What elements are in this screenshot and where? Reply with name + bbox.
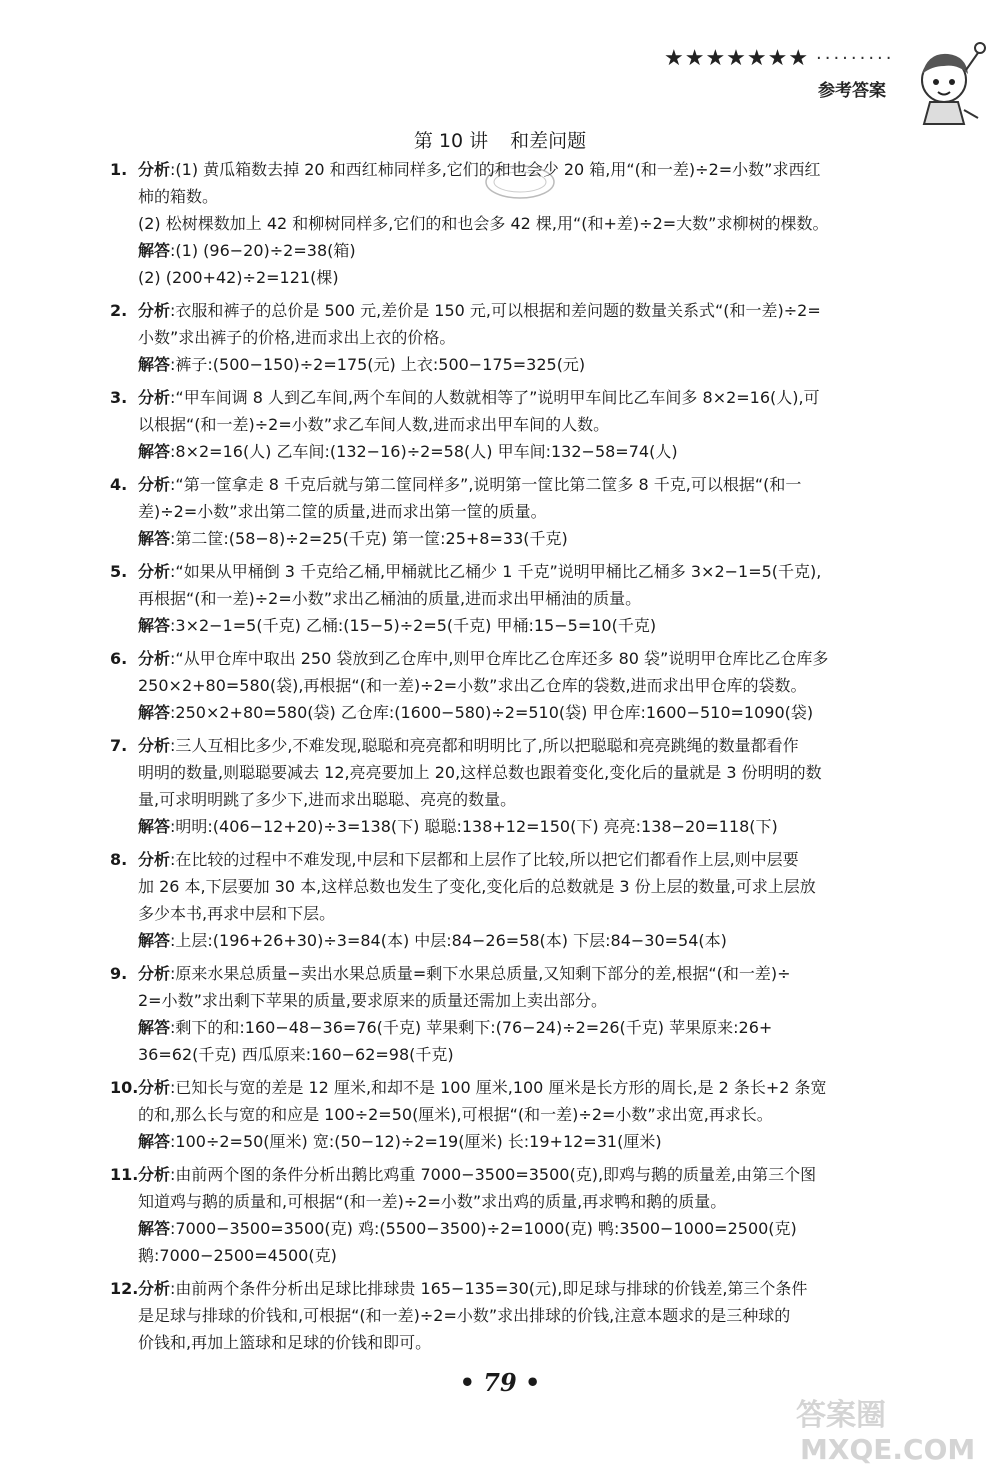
answer-line — [138, 438, 900, 465]
page-number: • 79 • — [459, 1368, 541, 1397]
answer-line — [138, 411, 900, 438]
answer-text: 加 26 本,下层要加 30 本,这样总数也发生了变化,变化后的总数就是 3 份上层的数量,可求上层放 — [138, 877, 816, 896]
answer-label: 分析 — [138, 649, 171, 668]
answer-line — [138, 900, 900, 927]
page-title — [0, 126, 1000, 153]
answer-label: 分析 — [138, 964, 171, 983]
question-number: 10. — [110, 1078, 139, 1097]
answer-text: :由前两个条件分析出足球比排球贵 165−135=30(元),即足球与排球的价钱差,第三个条件 — [170, 1279, 808, 1298]
answer-text: :“如果从甲桶倒 3 千克给乙桶,甲桶就比乙桶少 1 千克”说明甲桶比乙桶多 3×2−1=5(千克), — [170, 562, 822, 581]
question-number: 11. — [110, 1165, 139, 1184]
answer-text: :衣服和裤子的总价是 500 元,差价是 150 元,可以根据和差问题的数量关系式“(和一差)÷2= — [170, 301, 821, 320]
dotted-line-decoration: ········· — [816, 48, 895, 69]
answer-line — [138, 786, 900, 813]
question-number: 5. — [110, 562, 128, 581]
answer-line — [138, 732, 900, 759]
answer-line — [138, 699, 900, 726]
answer-text: :250×2+80=580(袋) 乙仓库:(1600−580)÷2=510(袋) 甲仓库:1600−510=1090(袋) — [170, 703, 814, 722]
answer-line — [138, 1074, 900, 1101]
answer-line — [138, 237, 900, 264]
answer-line — [138, 1329, 900, 1356]
question-number: 12. — [110, 1279, 139, 1298]
answer-label: 分析 — [138, 850, 171, 869]
answer-label: 解答 — [138, 931, 171, 950]
answer-text: 以根据“(和一差)÷2=小数”求乙车间人数,进而求出甲车间的人数。 — [138, 415, 610, 434]
answer-item — [110, 156, 900, 291]
answer-label: 分析 — [138, 301, 171, 320]
answer-text: 价钱和,再加上篮球和足球的价钱和即可。 — [138, 1333, 432, 1352]
answer-text: 明明的数量,则聪聪要减去 12,亮亮要加上 20,这样总数也跟着变化,变化后的量就是 3 份明明的数 — [138, 763, 822, 782]
answer-text: 是足球与排球的价钱和,可根据“(和一差)÷2=小数”求出排球的价钱,注意本题求的是三种球的 — [138, 1306, 791, 1325]
answer-label: 分析 — [138, 1078, 171, 1097]
answer-line — [138, 1101, 900, 1128]
answer-text: :“从甲仓库中取出 250 袋放到乙仓库中,则甲仓库比乙仓库还多 80 袋”说明甲仓库比乙仓库多 — [170, 649, 829, 668]
answer-line — [138, 156, 900, 183]
answer-text: 再根据“(和一差)÷2=小数”求出乙桶油的质量,进而求出甲桶油的质量。 — [138, 589, 642, 608]
answer-text: 鹅:7000−2500=4500(克) — [138, 1246, 337, 1265]
answer-text: :100÷2=50(厘米) 宽:(50−12)÷2=19(厘米) 长:19+12=31(厘米) — [170, 1132, 662, 1151]
lecture-topic: 和差问题 — [510, 130, 587, 152]
answer-line — [138, 384, 900, 411]
answer-label: 分析 — [138, 1279, 171, 1298]
answer-item — [110, 846, 900, 954]
answer-text: :7000−3500=3500(克) 鸡:(5500−3500)÷2=1000(克) 鸭:3500−1000=2500(克) — [170, 1219, 797, 1238]
answer-label: 分析 — [138, 475, 171, 494]
answer-text: :在比较的过程中不难发现,中层和下层都和上层作了比较,所以把它们都看作上层,则中层要 — [170, 850, 799, 869]
answer-line — [138, 846, 900, 873]
answer-line — [138, 645, 900, 672]
answer-label: 解答 — [138, 817, 171, 836]
answer-label: 解答 — [138, 442, 171, 461]
answer-text: 多少本书,再求中层和下层。 — [138, 904, 336, 923]
answer-line — [138, 351, 900, 378]
answer-item — [110, 732, 900, 840]
question-number: 1. — [110, 160, 128, 179]
answer-text: :8×2=16(人) 乙车间:(132−16)÷2=58(人) 甲车间:132−58=74(人) — [170, 442, 678, 461]
answer-line — [138, 1242, 900, 1269]
answer-line — [138, 927, 900, 954]
answer-text: :由前两个图的条件分析出鹅比鸡重 7000−3500=3500(克),即鸡与鹅的质量差,由第三个图 — [170, 1165, 817, 1184]
answer-line — [138, 759, 900, 786]
answer-text: 知道鸡与鹅的质量和,可根据“(和一差)÷2=小数”求出鸡的质量,再求鸭和鹅的质量。 — [138, 1192, 727, 1211]
answer-item — [110, 645, 900, 726]
question-number: 7. — [110, 736, 128, 755]
answer-line — [138, 1275, 900, 1302]
answer-text: :三人互相比多少,不难发现,聪聪和亮亮都和明明比了,所以把聪聪和亮亮跳绳的数量都看作 — [170, 736, 799, 755]
question-number: 4. — [110, 475, 128, 494]
answer-text: :3×2−1=5(千克) 乙桶:(15−5)÷2=5(千克) 甲桶:15−5=10(千克) — [170, 616, 657, 635]
answer-text: :明明:(406−12+20)÷3=138(下) 聪聪:138+12=150(下) 亮亮:138−20=118(下) — [170, 817, 778, 836]
answer-line — [138, 1188, 900, 1215]
answer-line — [138, 471, 900, 498]
answer-label: 解答 — [138, 616, 171, 635]
answer-line — [138, 672, 900, 699]
mascot-icon — [908, 40, 988, 130]
answer-label: 分析 — [138, 562, 171, 581]
answer-text: :剩下的和:160−48−36=76(千克) 苹果剩下:(76−24)÷2=26(千克) 苹果原来:26+ — [170, 1018, 773, 1037]
answer-text: (2) (200+42)÷2=121(棵) — [138, 268, 339, 287]
question-number: 9. — [110, 964, 128, 983]
answer-line — [138, 558, 900, 585]
section-label: 参考答案 — [818, 81, 886, 101]
page-header — [650, 40, 1000, 140]
answer-text: 量,可求明明跳了多少下,进而求出聪聪、亮亮的数量。 — [138, 790, 517, 809]
answer-text: 柿的箱数。 — [138, 187, 219, 206]
answer-text: :“第一筐拿走 8 千克后就与第二筐同样多”,说明第一筐比第二筐多 8 千克,可以根据“(和一 — [170, 475, 802, 494]
question-number: 6. — [110, 649, 128, 668]
answer-line — [138, 498, 900, 525]
answer-label: 分析 — [138, 736, 171, 755]
answer-line — [138, 960, 900, 987]
answer-line — [138, 987, 900, 1014]
star-rating-decoration: ★★★★★★★ — [664, 46, 810, 71]
answer-line — [138, 1014, 900, 1041]
answer-line — [138, 264, 900, 291]
answer-label: 分析 — [138, 388, 171, 407]
answer-text: 差)÷2=小数”求出第二筐的质量,进而求出第一筐的质量。 — [138, 502, 547, 521]
answer-item — [110, 471, 900, 552]
answer-item — [110, 1275, 900, 1356]
answer-text: :(1) 黄瓜箱数去掉 20 和西红柿同样多,它们的和也会少 20 箱,用“(和一差)÷2=小数”求西红 — [170, 160, 821, 179]
answer-text: (2) 松树棵数加上 42 和柳树同样多,它们的和也会多 42 棵,用“(和+差)÷2=大数”求柳树的棵数。 — [138, 214, 829, 233]
answer-text: :上层:(196+26+30)÷3=84(本) 中层:84−26=58(本) 下层:84−30=54(本) — [170, 931, 727, 950]
answer-line — [138, 1302, 900, 1329]
answer-label: 解答 — [138, 703, 171, 722]
watermark-logo-icon — [790, 1395, 990, 1465]
answer-line — [138, 873, 900, 900]
answer-item — [110, 384, 900, 465]
answer-text: 250×2+80=580(袋),再根据“(和一差)÷2=小数”求出乙仓库的袋数,进而求出甲仓库的袋数。 — [138, 676, 807, 695]
answer-line — [138, 297, 900, 324]
answer-text: 36=62(千克) 西瓜原来:160−62=98(千克) — [138, 1045, 454, 1064]
answer-line — [138, 210, 900, 237]
svg-text:答案圈: 答案圈 — [796, 1398, 886, 1433]
answer-label: 分析 — [138, 1165, 171, 1184]
answer-line — [138, 1128, 900, 1155]
answer-line — [138, 1161, 900, 1188]
question-number: 2. — [110, 301, 128, 320]
answer-text: :已知长与宽的差是 12 厘米,和却不是 100 厘米,100 厘米是长方形的周长,是 2 条长+2 条宽 — [170, 1078, 827, 1097]
lecture-number: 第 10 讲 — [413, 130, 489, 152]
answer-line — [138, 1041, 900, 1068]
question-number: 8. — [110, 850, 128, 869]
answer-label: 解答 — [138, 241, 171, 260]
answer-item — [110, 1161, 900, 1269]
answer-line — [138, 585, 900, 612]
answer-label: 解答 — [138, 1219, 171, 1238]
answer-line — [138, 1215, 900, 1242]
answer-label: 解答 — [138, 529, 171, 548]
answer-list — [110, 156, 900, 1362]
answer-text: :原来水果总质量−卖出水果总质量=剩下水果总质量,又知剩下部分的差,根据“(和一差)÷ — [170, 964, 791, 983]
answer-label: 分析 — [138, 160, 171, 179]
answer-text: 小数”求出裤子的价格,进而求出上衣的价格。 — [138, 328, 456, 347]
answer-text: :裤子:(500−150)÷2=175(元) 上衣:500−175=325(元) — [170, 355, 586, 374]
answer-text: :(1) (96−20)÷2=38(箱) — [170, 241, 356, 260]
answer-text: 的和,那么长与宽的和应是 100÷2=50(厘米),可根据“(和一差)÷2=小数”求出宽,再求长。 — [138, 1105, 773, 1124]
answer-line — [138, 612, 900, 639]
answer-text: :“甲车间调 8 人到乙车间,两个车间的人数就相等了”说明甲车间比乙车间多 8×2=16(人),可 — [170, 388, 820, 407]
answer-line — [138, 813, 900, 840]
answer-label: 解答 — [138, 1132, 171, 1151]
answer-text: :第二筐:(58−8)÷2=25(千克) 第一筐:25+8=33(千克) — [170, 529, 568, 548]
answer-item — [110, 1074, 900, 1155]
answer-label: 解答 — [138, 355, 171, 374]
answer-line — [138, 324, 900, 351]
answer-text: 2=小数”求出剩下苹果的质量,要求原来的质量还需加上卖出部分。 — [138, 991, 607, 1010]
question-number: 3. — [110, 388, 128, 407]
answer-item — [110, 558, 900, 639]
answer-item — [110, 960, 900, 1068]
svg-text:MXQE.COM: MXQE.COM — [800, 1433, 976, 1465]
answer-label: 解答 — [138, 1018, 171, 1037]
answer-item — [110, 297, 900, 378]
answer-line — [138, 183, 900, 210]
answer-line — [138, 525, 900, 552]
